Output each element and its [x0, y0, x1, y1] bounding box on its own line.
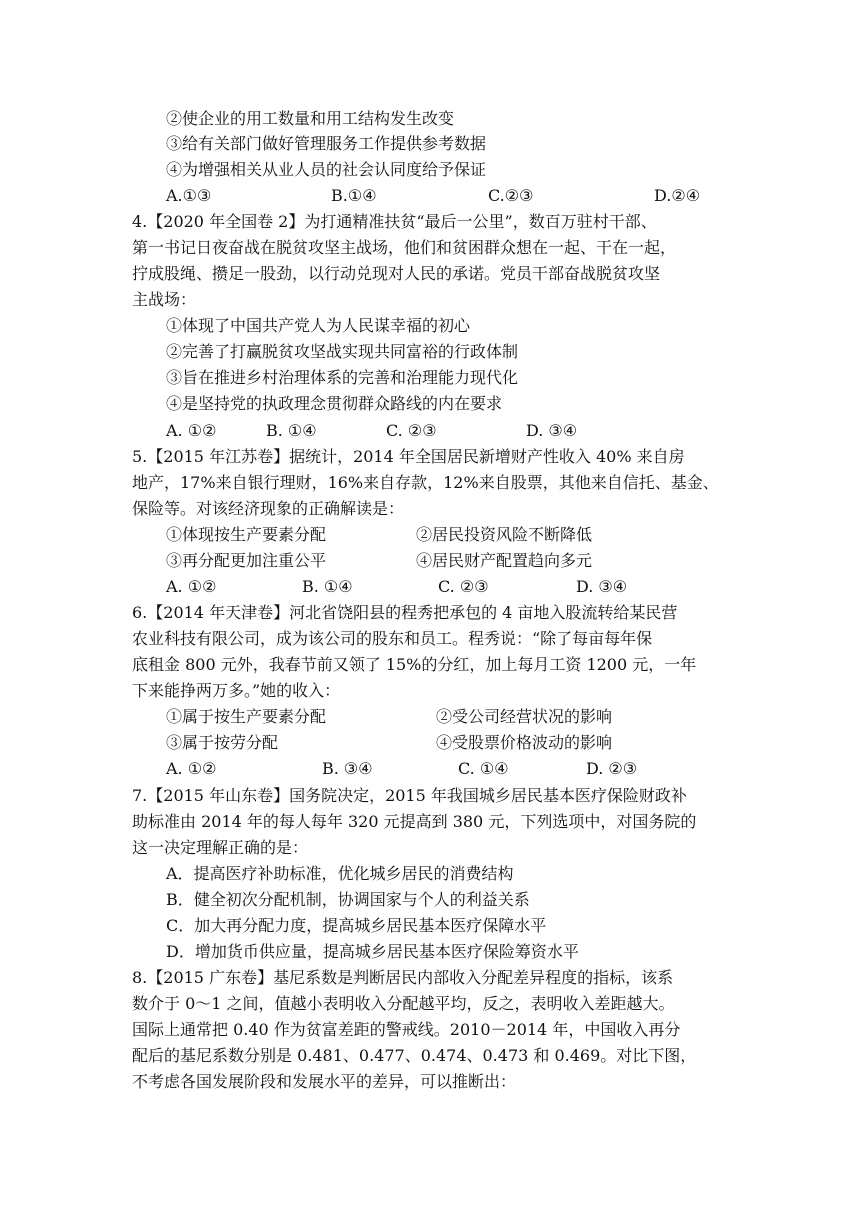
q3-option-d: D.②④ [654, 186, 701, 205]
q6-option-c: C. ①④ [458, 759, 509, 778]
q5-option-b: B. ①④ [302, 577, 353, 596]
q6-option-d: D. ②③ [586, 759, 638, 778]
q6-item-3: ③属于按劳分配 [166, 733, 279, 752]
q6-item-2: ②受公司经营状况的影响 [436, 707, 613, 726]
q5-option-a: A. ①② [166, 577, 217, 596]
q7-choice-a: A．提高医疗补助标准，优化城乡居民的消费结构 [166, 864, 514, 883]
q7-choice-c: C．加大再分配力度，提高城乡居民基本医疗保障水平 [166, 916, 547, 935]
q3-item-2: ②使企业的用工数量和用工结构发生改变 [166, 109, 455, 128]
q7-stem-line-3: 这一决定理解正确的是： [132, 838, 309, 857]
q8-stem-line-1: 8.【2015 广东卷】基尼系数是判断居民内部收入分配差异程度的指标，该系 [132, 968, 674, 987]
q5-stem-line-1: 5.【2015 年江苏卷】据统计，2014 年全国居民新增财产性收入 40% 来自房 [132, 447, 685, 466]
q5-item-2: ②居民投资风险不断降低 [416, 525, 593, 544]
q4-item-4: ④是坚持党的执政理念贯彻群众路线的内在要求 [166, 394, 503, 413]
q4-option-c: C. ②③ [386, 421, 437, 440]
q8-stem-line-4: 配后的基尼系数分别是 0.481、0.477、0.474、0.473 和 0.469。对比下图， [132, 1046, 697, 1065]
q6-stem-line-1: 6.【2014 年天津卷】河北省饶阳县的程秀把承包的 4 亩地入股流转给某民营 [132, 603, 678, 622]
q4-option-b: B. ①④ [266, 421, 317, 440]
q4-item-2: ②完善了打赢脱贫攻坚战实现共同富裕的行政体制 [166, 342, 519, 361]
q8-stem-line-2: 数介于 0～1 之间，值越小表明收入分配越平均，反之，表明收入差距越大。 [132, 994, 675, 1013]
q4-option-a: A. ①② [166, 421, 217, 440]
q3-option-a: A.①③ [166, 186, 212, 205]
q7-choice-d: D．增加货币供应量，提高城乡居民基本医疗保险筹资水平 [166, 942, 579, 961]
q3-item-3: ③给有关部门做好管理服务工作提供参考数据 [166, 134, 487, 153]
q5-item-1: ①体现按生产要素分配 [166, 525, 327, 544]
q4-stem-line-3: 拧成股绳、攒足一股劲，以行动兑现对人民的承诺。党员干部奋战脱贫攻坚 [132, 264, 661, 283]
q4-item-3: ③旨在推进乡村治理体系的完善和治理能力现代化 [166, 368, 519, 387]
q7-stem-line-1: 7.【2015 年山东卷】国务院决定，2015 年我国城乡居民基本医疗保险财政补 [132, 786, 687, 805]
q6-stem-line-3: 底租金 800 元外，我春节前又领了 15%的分红，加上每月工资 1200 元，一年 [132, 655, 697, 674]
q8-stem-line-3: 国际上通常把 0.40 作为贫富差距的警戒线。2010－2014 年，中国收入再分 [132, 1020, 681, 1039]
q6-option-a: A. ①② [166, 759, 217, 778]
q7-choice-b: B．健全初次分配机制，协调国家与个人的利益关系 [166, 890, 530, 909]
q3-item-4: ④为增强相关从业人员的社会认同度给予保证 [166, 160, 487, 179]
q3-option-b: B.①④ [331, 186, 377, 205]
q4-item-1: ①体现了中国共产党人为人民谋幸福的初心 [166, 316, 471, 335]
q6-item-1: ①属于按生产要素分配 [166, 707, 327, 726]
q6-stem-line-4: 下来能挣两万多。”她的收入： [132, 681, 341, 700]
q6-stem-line-2: 农业科技有限公司，成为该公司的股东和员工。程秀说：“除了每亩每年保 [132, 629, 653, 648]
q4-stem-line-1: 4.【2020 年全国卷 2】为打通精准扶贫“最后一公里”，数百万驻村干部、 [132, 212, 657, 231]
q7-stem-line-2: 助标准由 2014 年的每人每年 320 元提高到 380 元，下列选项中，对国务院的 [132, 812, 697, 831]
q3-option-c: C.②③ [488, 186, 534, 205]
q8-stem-line-5: 不考虑各国发展阶段和发展水平的差异，可以推断出： [132, 1072, 517, 1091]
q5-item-4: ④居民财产配置趋向多元 [416, 551, 593, 570]
q6-option-b: B. ③④ [322, 759, 373, 778]
q5-option-d: D. ③④ [576, 577, 628, 596]
q6-item-4: ④受股票价格波动的影响 [436, 733, 613, 752]
q5-stem-line-2: 地产，17%来自银行理财，16%来自存款，12%来自股票，其他来自信托、基金、 [132, 473, 719, 492]
q4-stem-line-2: 第一书记日夜奋战在脱贫攻坚主战场，他们和贫困群众想在一起、干在一起， [132, 238, 677, 257]
q4-option-d: D. ③④ [526, 421, 578, 440]
q5-option-c: C. ②③ [438, 577, 489, 596]
q4-stem-line-4: 主战场： [132, 290, 197, 309]
q5-item-3: ③再分配更加注重公平 [166, 551, 327, 570]
q5-stem-line-3: 保险等。对该经济现象的正确解读是： [132, 499, 405, 518]
